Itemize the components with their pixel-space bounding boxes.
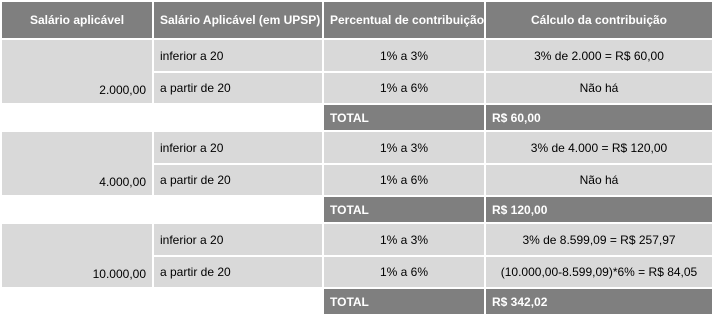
blank-cell [2, 197, 322, 222]
salary-cell: 10.000,00 [2, 224, 152, 287]
band-cell: inferior a 20 [154, 224, 322, 255]
percent-cell: 1% a 6% [324, 257, 484, 287]
header-salario-aplicavel: Salário aplicável [2, 2, 152, 38]
blank-cell [2, 105, 322, 130]
blank-cell [2, 289, 322, 314]
calc-cell: (10.000,00-8.599,09)*6% = R$ 84,05 [486, 257, 712, 287]
percent-cell: 1% a 3% [324, 132, 484, 163]
salary-cell: 4.000,00 [2, 132, 152, 195]
salary-cell: 2.000,00 [2, 40, 152, 103]
percent-cell: 1% a 6% [324, 165, 484, 195]
calc-cell: Não há [486, 73, 712, 103]
total-row [2, 289, 712, 314]
total-label: TOTAL [324, 197, 484, 222]
calc-cell: 3% de 4.000 = R$ 120,00 [486, 132, 712, 163]
table-row [2, 40, 712, 71]
table-row [2, 132, 712, 163]
table-row [2, 224, 712, 255]
band-cell: a partir de 20 [154, 73, 322, 103]
table-header-row [2, 2, 712, 38]
percent-cell: 1% a 3% [324, 224, 484, 255]
total-value: R$ 120,00 [486, 197, 712, 222]
band-cell: a partir de 20 [154, 257, 322, 287]
total-label: TOTAL [324, 105, 484, 130]
total-value: R$ 60,00 [486, 105, 712, 130]
percent-cell: 1% a 3% [324, 40, 484, 71]
calc-cell: Não há [486, 165, 712, 195]
band-cell: a partir de 20 [154, 165, 322, 195]
calc-cell: 3% de 8.599,09 = R$ 257,97 [486, 224, 712, 255]
band-cell: inferior a 20 [154, 40, 322, 71]
total-value: R$ 342,02 [486, 289, 712, 314]
total-row [2, 197, 712, 222]
calc-cell: 3% de 2.000 = R$ 60,00 [486, 40, 712, 71]
total-row [2, 105, 712, 130]
total-label: TOTAL [324, 289, 484, 314]
band-cell: inferior a 20 [154, 132, 322, 163]
percent-cell: 1% a 6% [324, 73, 484, 103]
header-percentual: Percentual de contribuição [324, 2, 484, 38]
header-calculo: Cálculo da contribuição [486, 2, 712, 38]
header-salario-upsp: Salário Aplicável (em UPSP) [154, 2, 322, 38]
